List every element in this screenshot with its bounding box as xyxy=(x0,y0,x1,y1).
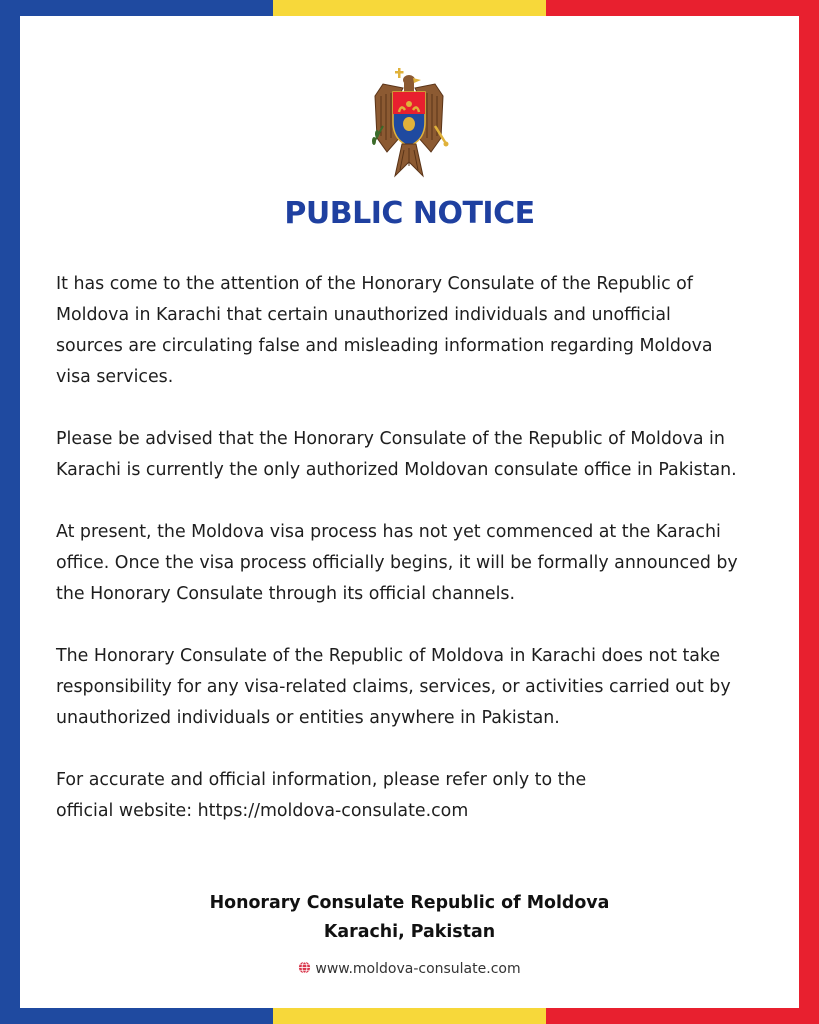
paragraph-line: Please be advised that the Honorary Consulate of the Republic of Moldova in xyxy=(56,429,725,449)
paragraph-line: responsibility for any visa-related claims, services, or activities carried out by xyxy=(56,677,731,697)
paragraph-line: visa services. xyxy=(56,367,174,387)
paragraph-line: the Honorary Consulate through its official channels. xyxy=(56,584,516,604)
globe-icon xyxy=(298,961,311,974)
paragraph-line: sources are circulating false and misleading information regarding Moldova xyxy=(56,336,713,356)
notice-paragraph xyxy=(56,765,776,827)
notice-paragraph xyxy=(56,517,776,610)
paragraph-line: The Honorary Consulate of the Republic of Moldova in Karachi does not take xyxy=(56,646,721,666)
signature-block xyxy=(20,889,799,947)
paragraph-line: For accurate and official information, please refer only to the xyxy=(56,770,587,790)
paragraph-line: Moldova in Karachi that certain unauthorized individuals and unofficial xyxy=(56,305,671,325)
footer-website[interactable] xyxy=(20,961,799,977)
official-website-line: official website: https://moldova-consulate.com xyxy=(56,801,469,821)
page-title: PUBLIC NOTICE xyxy=(284,196,535,231)
notice-body xyxy=(56,269,776,827)
notice-card xyxy=(20,16,799,1008)
signature-location: Karachi, Pakistan xyxy=(323,922,496,942)
moldova-coat-of-arms-icon xyxy=(369,66,449,188)
footer-website-link[interactable]: www.moldova-consulate.com xyxy=(315,961,521,977)
paragraph-line: office. Once the visa process officially begins, it will be formally announced by xyxy=(56,553,738,573)
signature-organization: Honorary Consulate Republic of Moldova xyxy=(209,893,610,913)
notice-paragraph xyxy=(56,269,776,393)
notice-paragraph xyxy=(56,424,776,486)
paragraph-line: It has come to the attention of the Honorary Consulate of the Republic of xyxy=(56,274,693,294)
paragraph-line: unauthorized individuals or entities anywhere in Pakistan. xyxy=(56,708,560,728)
notice-paragraph xyxy=(56,641,776,734)
paragraph-line: Karachi is currently the only authorized Moldovan consulate office in Pakistan. xyxy=(56,460,737,480)
paragraph-line: At present, the Moldova visa process has not yet commenced at the Karachi xyxy=(56,522,721,542)
